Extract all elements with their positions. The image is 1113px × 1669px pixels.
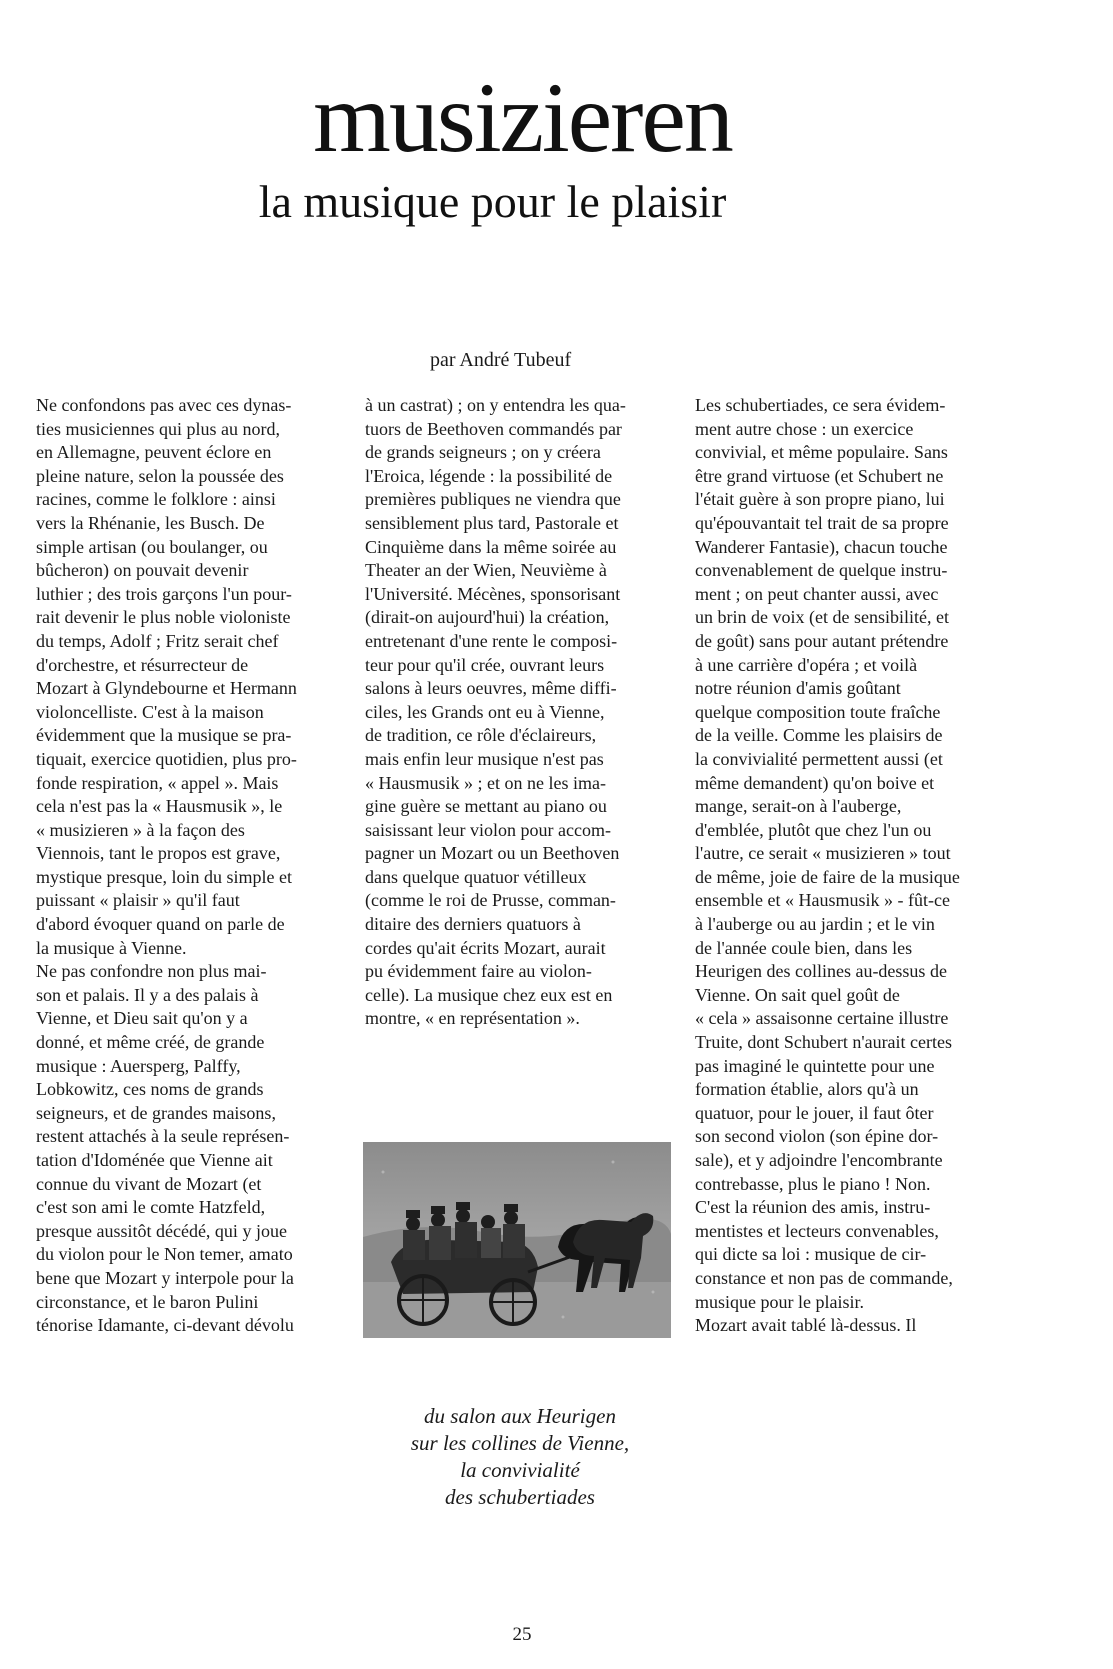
article-subtitle: la musique pour le plaisir xyxy=(258,176,727,227)
text-column-2: à un castrat) ; on y entendra les qua- tuors de Beethoven commandés par de grands seigneurs ; on y créera l'Eroica, légende : la possibilité de premières publiques ne viendra que sensiblement plus tard, Pastorale et Cinquième dans la même soirée au Theater an der Wien, Neuvième à l'Université. Mécènes, sponsorisant (dirait-on aujourd'hui) la création, entretenant d'une rente le composi- teur pour qu'il crée, ouvrant leurs salons à leurs oeuvres, même diffi- ciles, les Grands ont eu à Vienne, de tradition, ce rôle d'éclaireurs, mais enfin leur musique n'est pas « Hausmusik » ; et on ne les ima- gine guère se mettant au piano ou saisissant leur violon pour accom- pagner un Mozart ou un Beethoven dans quelque quatuor vétilleux (comme le roi de Prusse, comman- ditaire des derniers quatuors à cordes qu'ait écrits Mozart, aurait pu évidemment faire au violon- celle). La musique chez eux est en montre, « en représentation ». xyxy=(365,395,626,1029)
text-column-1: Ne confondons pas avec ces dynas- ties musiciennes qui plus au nord, en Allemagne, peuvent éclore en pleine nature, selon la poussée des racines, comme le folklore : ainsi vers la Rhénanie, les Busch. De simple artisan (ou boulanger, ou bûcheron) on pouvait devenir luthier ; des trois garçons l'un pour- rait devenir le plus noble violoniste du temps, Adolf ; Fritz serait chef d'orchestre, et résurrecteur de Mozart à Glyndebourne et Hermann violoncelliste. C'est à la maison évidemment que la musique se pra- tiquait, exercice quotidien, plus pro- fonde respiration, « appel ». Mais cela n'est pas la « Hausmusik », le « musizieren » à la façon des Viennois, tant le propos est grave, mystique presque, loin du simple et puissant « plaisir » qu'il faut d'abord évoquer quand on parle de la musique à Vienne. Ne pas confondre non plus mai- son et palais. Il y a des palais à Vienne, et Dieu sait qu'on y a donné, et même créé, de grande musique : Auersperg, Palffy, Lobkowitz, ces noms de grands seigneurs, et de grandes maisons, restent attachés à la seule représen- tation d'Idoménée que Vienne ait connue du vivant de Mozart (et c'est son ami le comte Hatzfeld, presque aussitôt décédé, qui y joue du violon pour le Non temer, amato bene que Mozart y interpole pour la circonstance, et le baron Pulini ténorise Idamante, ci-devant dévolu xyxy=(36,395,297,1336)
illustration-horse-carriage xyxy=(363,1142,671,1338)
article-title: musizieren xyxy=(313,62,732,173)
page-number: 25 xyxy=(512,1624,532,1645)
illustration-graphic xyxy=(363,1142,671,1338)
image-caption: du salon aux Heurigen sur les collines de Vienne, la convivialité des schubertiades xyxy=(410,1404,630,1509)
text-column-3: Les schubertiades, ce sera évidem- ment autre chose : un exercice convivial, et même populaire. Sans être grand virtuose (et Schubert ne l'était guère à son propre piano, lui qu'épouvantait tel trait de sa propre Wanderer Fantasie), chacun touche convenablement de quelque instru- ment ; on peut chanter aussi, avec un brin de voix (et de sensibilité, et de goût) sans pour autant prétendre à une carrière d'opéra ; et voilà notre réunion d'amis goûtant quelque composition toute fraîche de la veille. Comme les plaisirs de la convivialité permettent aussi (et même demandent) qu'on boive et mange, serait-on à l'auberge, d'emblée, plutôt que chez l'un ou l'autre, ce serait « musizieren » tout de même, joie de faire de la musique ensemble et « Hausmusik » - fût-ce à l'auberge ou au jardin ; et le vin de l'année coule bien, dans les Heurigen des collines au-dessus de Vienne. On sait quel goût de « cela » assaisonne certaine illustre Truite, dont Schubert n'aurait certes pas imaginé le quintette pour une formation établie, alors qu'à un quatuor, pour le jouer, il faut ôter son second violon (son épine dor- sale), et y adjoindre l'encombrante contrebasse, plus le piano ! Non. C'est la réunion des amis, instru- mentistes et lecteurs convenables, qui dicte sa loi : musique de cir- constance et non pas de commande, musique pour le plaisir. Mozart avait tablé là-dessus. Il xyxy=(695,395,960,1336)
byline: par André Tubeuf xyxy=(430,349,572,371)
